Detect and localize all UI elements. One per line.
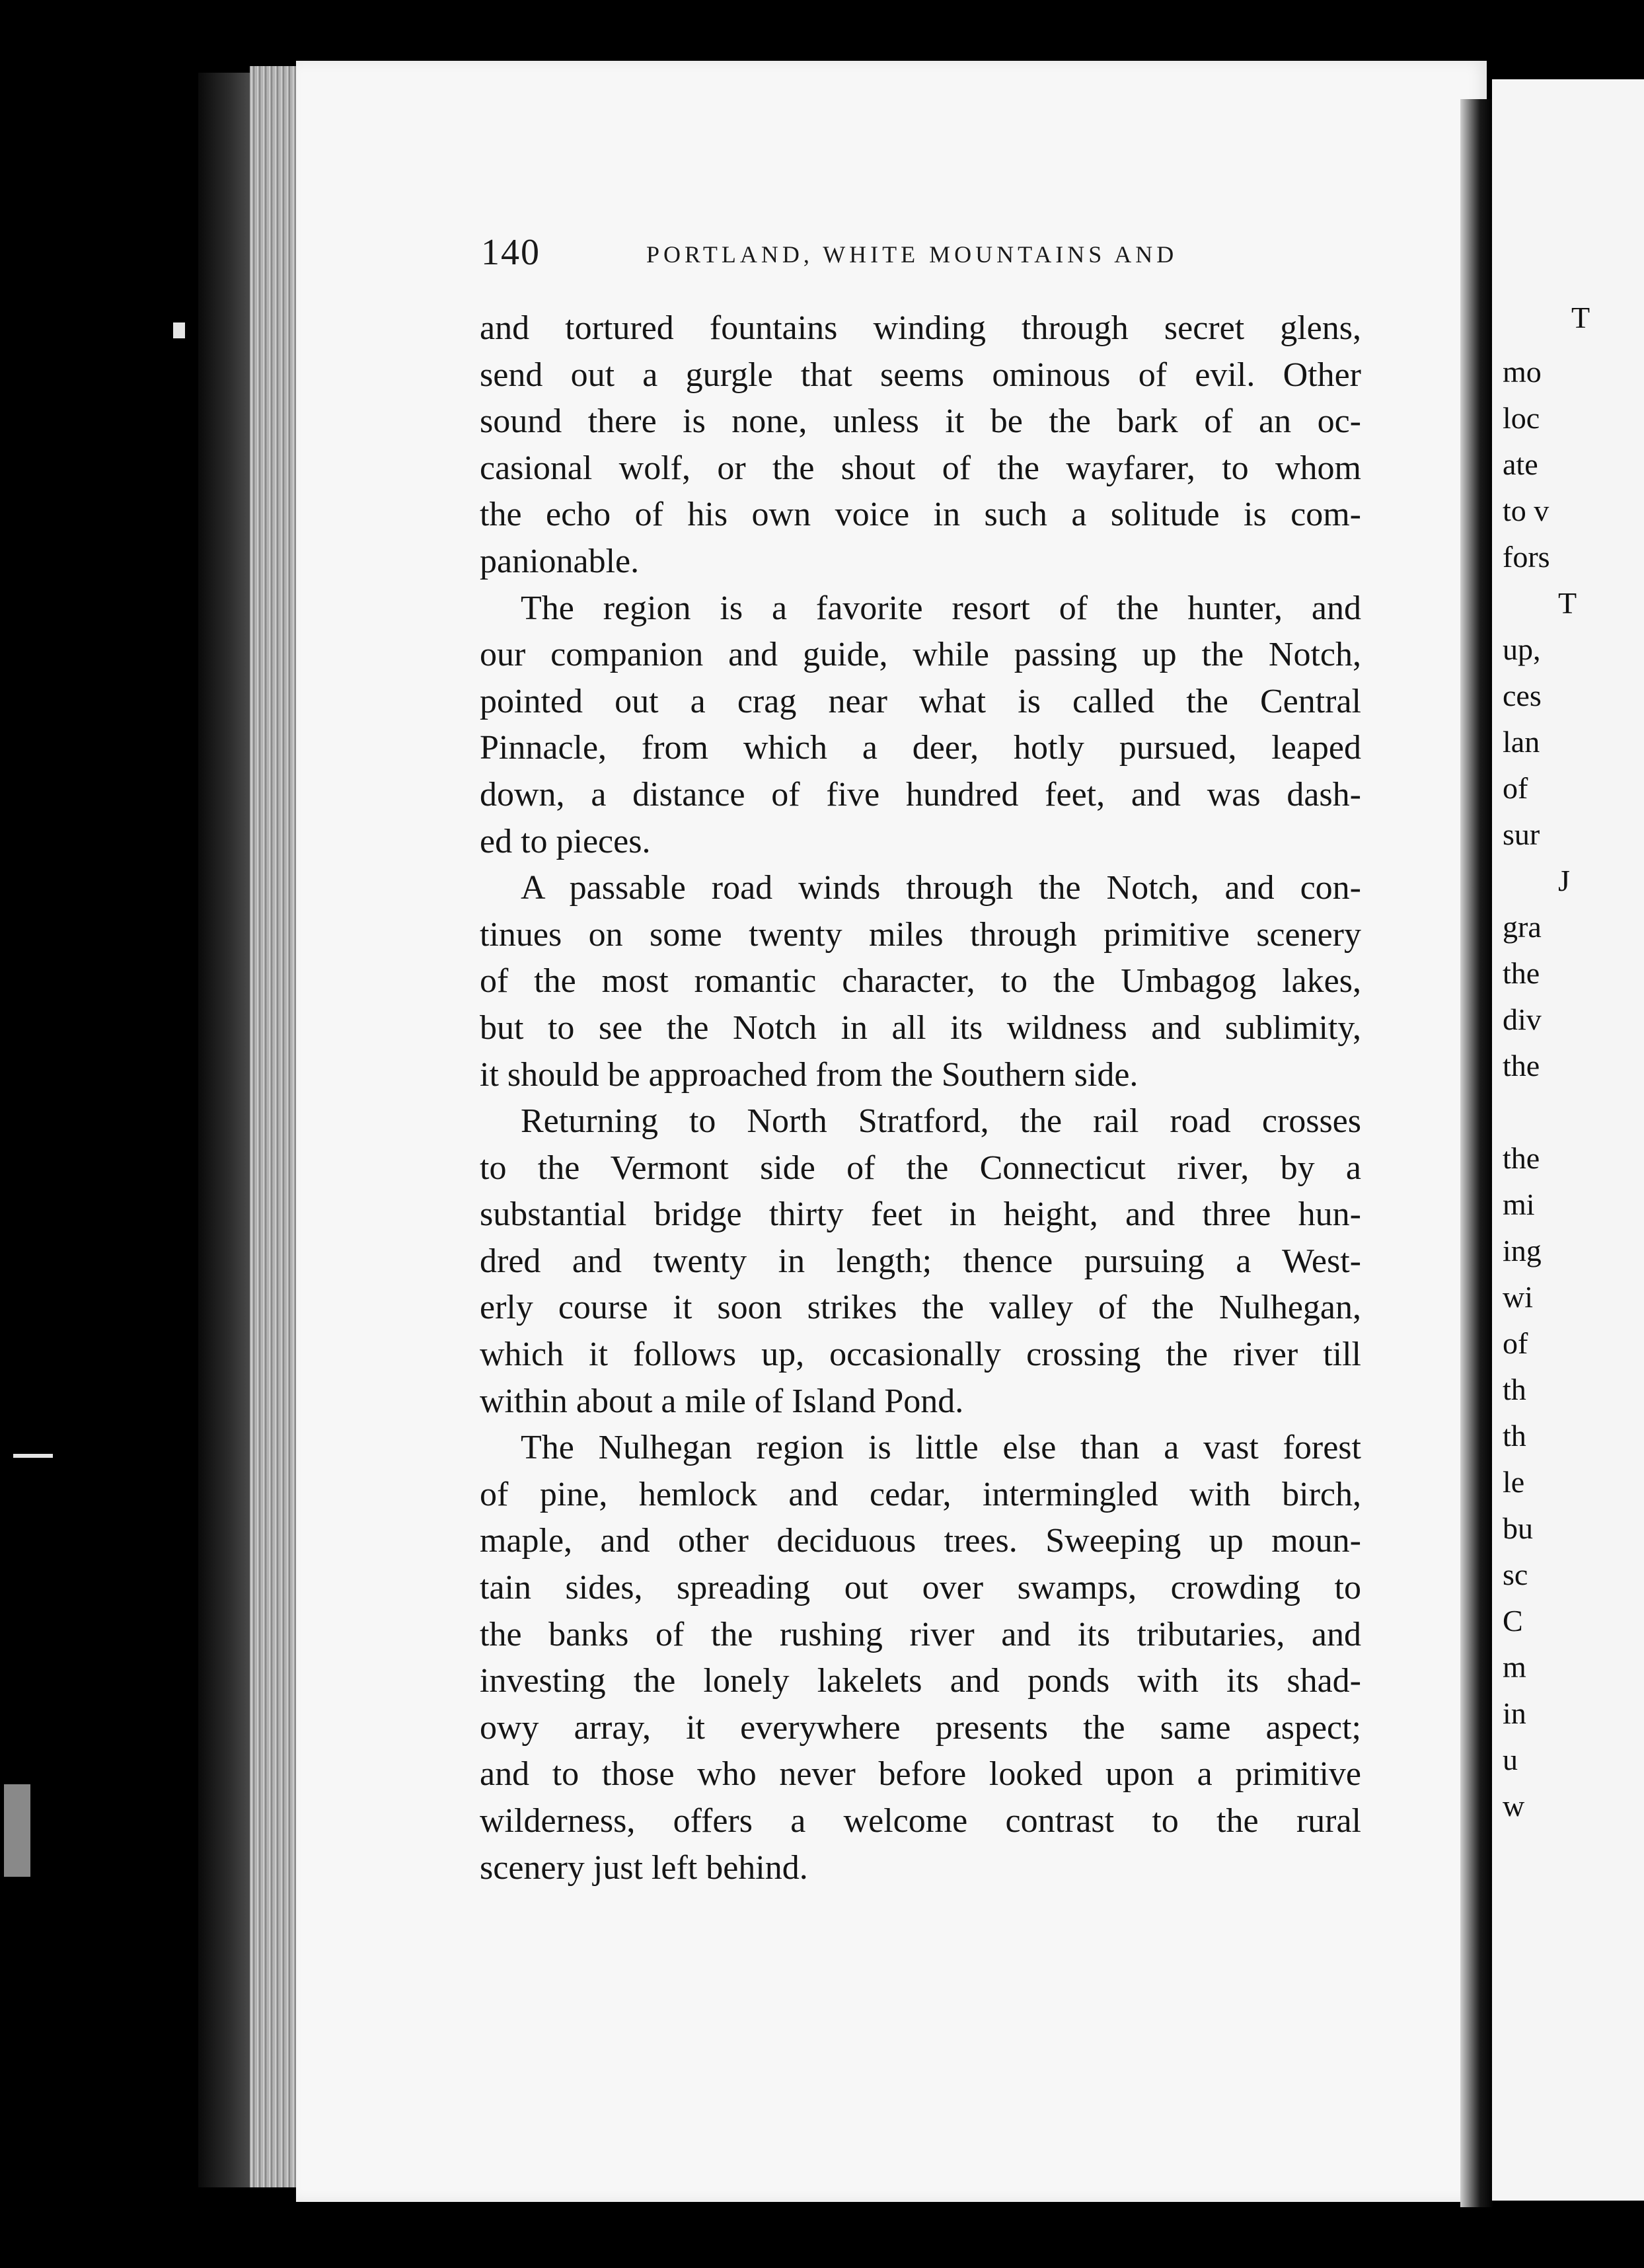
right-page-fragment: th	[1503, 1419, 1526, 1453]
text-line: but to see the Notch in all its wildness and sublimity,	[480, 1008, 1361, 1047]
right-page-fragment: T	[1571, 301, 1590, 334]
body-text	[480, 305, 1361, 1891]
right-page-fragment: T	[1558, 586, 1577, 620]
text-line: investing the lonely lakelets and ponds with its shad-	[480, 1662, 1361, 1700]
right-page-fragment: th	[1503, 1373, 1526, 1406]
text-line: erly course it soon strikes the valley of the Nulhegan,	[480, 1289, 1361, 1327]
text-line: The Nulhegan region is little else than a vast forest	[521, 1429, 1361, 1467]
right-page-fragment: C	[1503, 1604, 1523, 1638]
text-line: which it follows up, occasionally crossing the river till	[480, 1336, 1361, 1374]
right-page-fragment: le	[1503, 1465, 1525, 1499]
right-page-fragment: the	[1503, 1049, 1540, 1082]
right-page-fragment: lan	[1503, 725, 1540, 759]
text-line: it should be approached from the Southern side.	[480, 1055, 1139, 1094]
page-stack-edge	[250, 66, 296, 2187]
right-page-fragment: m	[1503, 1650, 1526, 1684]
text-line: Pinnacle, from which a deer, hotly pursued, leaped	[480, 729, 1361, 767]
right-page-fragment: w	[1503, 1789, 1525, 1823]
right-page-fragment: div	[1503, 1002, 1542, 1036]
text-line: to the Vermont side of the Connecticut river, by a	[480, 1149, 1361, 1187]
text-line: within about a mile of Island Pond.	[480, 1382, 964, 1420]
text-line: the banks of the rushing river and its tributaries, and	[480, 1615, 1361, 1653]
right-page-fragment: wi	[1503, 1280, 1533, 1314]
text-line: panionable.	[480, 542, 640, 580]
right-page-fragment: of	[1503, 771, 1528, 805]
text-line: down, a distance of five hundred feet, and was dash-	[480, 775, 1361, 813]
right-page-fragment: up,	[1503, 632, 1541, 666]
text-line: send out a gurgle that seems ominous of evil. Other	[480, 356, 1361, 394]
text-line: of pine, hemlock and cedar, intermingled with birch,	[480, 1475, 1361, 1513]
text-line: tinues on some twenty miles through primitive scenery	[480, 915, 1361, 954]
running-head	[481, 231, 1228, 278]
right-page-fragment: ing	[1503, 1234, 1542, 1267]
right-page-fragment: sur	[1503, 817, 1540, 851]
right-page-fragment: to v	[1503, 494, 1550, 527]
margin-speck	[4, 1784, 30, 1877]
text-line: substantial bridge thirty feet in height, and three hun-	[480, 1195, 1361, 1234]
right-page-fragment: of	[1503, 1326, 1528, 1360]
text-line: sound there is none, unless it be the bark of an oc-	[480, 402, 1361, 441]
right-page-fragment: mi	[1503, 1188, 1535, 1221]
text-line: wilderness, offers a welcome contrast to the rural	[480, 1802, 1361, 1840]
text-line: the echo of his own voice in such a solitude is com-	[480, 496, 1361, 534]
book-gutter	[1460, 99, 1493, 2207]
text-line: maple, and other deciduous trees. Sweeping up moun-	[480, 1522, 1361, 1560]
text-line: owy array, it everywhere presents the same aspect;	[480, 1708, 1361, 1747]
right-page-fragment: J	[1558, 864, 1570, 897]
text-line: and tortured fountains winding through secret glens,	[480, 309, 1361, 347]
right-page-fragment: ate	[1503, 447, 1538, 481]
page-number: 140	[481, 232, 541, 273]
text-line: Returning to North Stratford, the rail road crosses	[521, 1102, 1361, 1141]
margin-speck	[13, 1454, 53, 1458]
margin-speck	[173, 322, 185, 338]
text-line: A passable road winds through the Notch, and con-	[521, 869, 1361, 907]
text-line: our companion and guide, while passing up the Notch,	[480, 636, 1361, 674]
right-page-fragment: u	[1503, 1743, 1518, 1776]
text-line: dred and twenty in length; thence pursuing a West-	[480, 1242, 1361, 1280]
right-page-fragment: the	[1503, 956, 1540, 990]
text-line: and to those who never before looked upon a primitive	[480, 1755, 1361, 1794]
right-page-fragment: fors	[1503, 540, 1550, 574]
right-page-fragment: in	[1503, 1696, 1526, 1730]
running-title: PORTLAND, WHITE MOUNTAINS AND	[646, 241, 1178, 268]
text-line: pointed out a crag near what is called the Central	[480, 682, 1361, 720]
text-line: of the most romantic character, to the Umbagog lakes,	[480, 962, 1361, 1001]
right-page-fragment: loc	[1503, 401, 1540, 435]
right-page-fragment: sc	[1503, 1558, 1528, 1591]
text-line: scenery just left behind.	[480, 1848, 808, 1887]
text-line: The region is a favorite resort of the hunter, and	[521, 589, 1361, 627]
right-page-fragment: the	[1503, 1141, 1540, 1175]
text-line: casional wolf, or the shout of the wayfarer, to whom	[480, 449, 1361, 487]
right-page-fragment: ces	[1503, 679, 1542, 712]
text-line: ed to pieces.	[480, 822, 651, 860]
right-page	[1492, 79, 1644, 2201]
right-page-fragment: mo	[1503, 355, 1542, 389]
right-page-fragment: bu	[1503, 1511, 1533, 1545]
right-page-fragment: gra	[1503, 910, 1542, 944]
text-line: tain sides, spreading out over swamps, crowding to	[480, 1569, 1361, 1607]
